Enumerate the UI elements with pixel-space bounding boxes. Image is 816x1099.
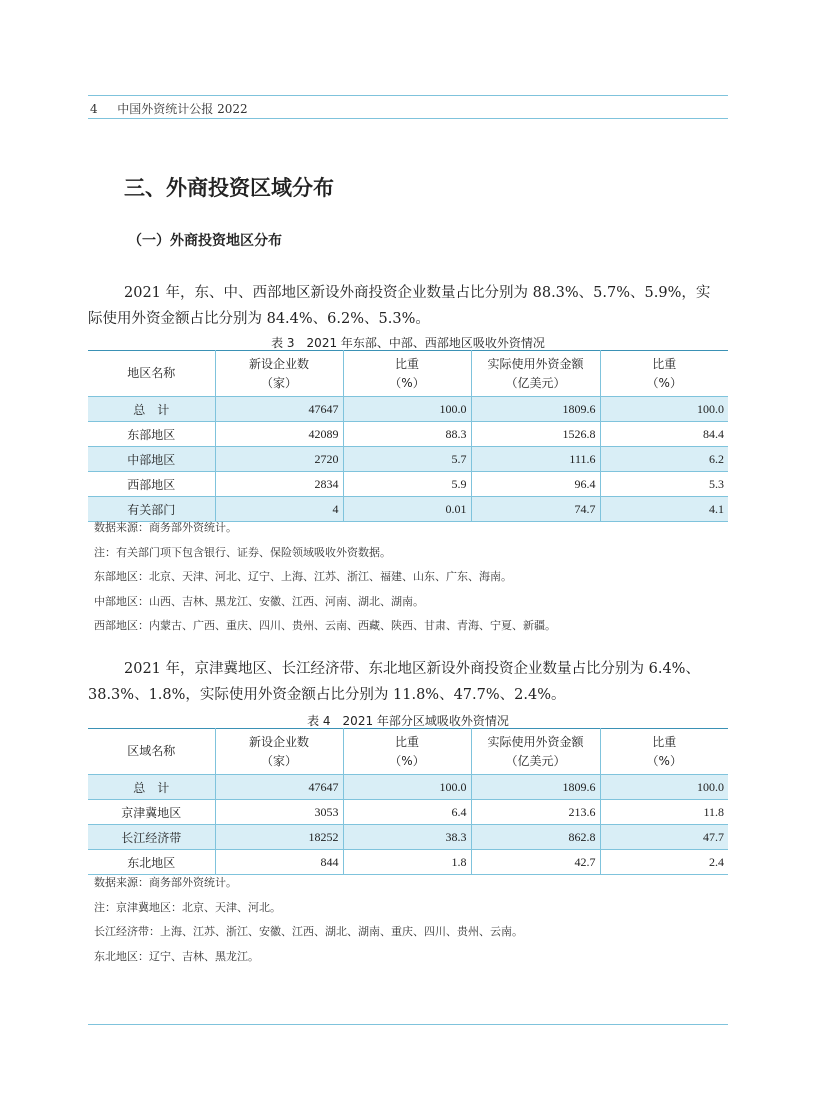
table-cell: 1809.6 bbox=[471, 775, 600, 800]
table-cell: 6.4 bbox=[343, 800, 471, 825]
section-title: 三、外商投资区域分布 bbox=[124, 176, 334, 200]
table-row bbox=[88, 800, 728, 825]
header-line: 实际使用外资金额 bbox=[487, 734, 584, 749]
header-unit: （家） bbox=[260, 753, 297, 768]
table-cell: 5.3 bbox=[600, 472, 728, 497]
column-header-new-enterprises bbox=[215, 729, 343, 775]
table-cell: 96.4 bbox=[471, 472, 600, 497]
table-row bbox=[88, 825, 728, 850]
column-header-share bbox=[600, 351, 728, 397]
table-row bbox=[88, 775, 728, 800]
column-header-share bbox=[600, 729, 728, 775]
table-cell: 84.4 bbox=[600, 422, 728, 447]
table-cell: 47647 bbox=[215, 775, 343, 800]
table-cell: 111.6 bbox=[471, 447, 600, 472]
table-cell: 100.0 bbox=[600, 775, 728, 800]
table-cell: 47647 bbox=[215, 397, 343, 422]
publication-title: 中国外资统计公报 2022 bbox=[117, 102, 248, 116]
table-cell: 西部地区 bbox=[88, 472, 215, 497]
table-cell: 88.3 bbox=[343, 422, 471, 447]
header-line: 比重 bbox=[394, 734, 419, 749]
column-header-region: 区域名称 bbox=[88, 729, 215, 775]
table-cell: 47.7 bbox=[600, 825, 728, 850]
paragraph-line: 2021 年，京津冀地区、长江经济带、东北地区新设外商投资企业数量占比分别为 6.4%、 bbox=[124, 661, 700, 677]
table-cell: 4.1 bbox=[600, 497, 728, 522]
table-header-row bbox=[88, 351, 728, 397]
table-cell: 总 计 bbox=[88, 397, 215, 422]
note-line: 注：有关部门项下包含银行、证券、保险领域吸收外资数据。 bbox=[94, 545, 391, 559]
column-header-actual-fdi bbox=[471, 351, 600, 397]
running-header bbox=[90, 100, 248, 117]
table-cell: 100.0 bbox=[343, 775, 471, 800]
table-cell: 4 bbox=[215, 497, 343, 522]
note-line: 长江经济带：上海、江苏、浙江、安徽、江西、湖北、湖南、重庆、四川、贵州、云南。 bbox=[94, 925, 523, 938]
table-3-notes bbox=[94, 516, 556, 639]
column-header-share bbox=[343, 351, 471, 397]
table-3 bbox=[88, 350, 728, 522]
column-header-actual-fdi bbox=[471, 729, 600, 775]
table-row bbox=[88, 422, 728, 447]
column-header-share bbox=[343, 729, 471, 775]
paragraph-line: 际使用外资金额占比分别为 84.4%、6.2%、5.3%。 bbox=[88, 311, 430, 327]
table-cell: 东部地区 bbox=[88, 422, 215, 447]
table-cell: 1809.6 bbox=[471, 397, 600, 422]
table-cell: 2834 bbox=[215, 472, 343, 497]
table-cell: 42089 bbox=[215, 422, 343, 447]
page-number: 4 bbox=[90, 102, 98, 116]
table-cell: 东北地区 bbox=[88, 850, 215, 875]
table-cell: 1.8 bbox=[343, 850, 471, 875]
note-line: 东部地区：北京、天津、河北、辽宁、上海、江苏、浙江、福建、山东、广东、海南。 bbox=[94, 570, 512, 583]
note-line: 东北地区：辽宁、吉林、黑龙江。 bbox=[94, 949, 259, 963]
header-unit: （%） bbox=[389, 375, 425, 390]
subsection-title: （一）外商投资地区分布 bbox=[128, 233, 282, 249]
table-cell: 长江经济带 bbox=[88, 825, 215, 850]
header-unit: （%） bbox=[646, 753, 682, 768]
table-cell: 213.6 bbox=[471, 800, 600, 825]
paragraph-2 bbox=[88, 656, 728, 708]
table-row bbox=[88, 472, 728, 497]
table-cell: 京津冀地区 bbox=[88, 800, 215, 825]
paragraph-1 bbox=[88, 280, 728, 332]
paragraph-line: 2021 年，东、中、西部地区新设外商投资企业数量占比分别为 88.3%、5.7%、5.9%，实 bbox=[124, 285, 711, 301]
header-line: 比重 bbox=[652, 734, 677, 749]
header-line: 新设企业数 bbox=[248, 356, 309, 371]
header-bottom-rule bbox=[88, 118, 728, 119]
header-unit: （家） bbox=[260, 375, 297, 390]
table-cell: 3053 bbox=[215, 800, 343, 825]
table-row bbox=[88, 447, 728, 472]
table-cell: 0.01 bbox=[343, 497, 471, 522]
header-line: 比重 bbox=[652, 356, 677, 371]
table-cell: 有关部门 bbox=[88, 497, 215, 522]
table-row bbox=[88, 397, 728, 422]
table-cell: 6.2 bbox=[600, 447, 728, 472]
note-line: 数据来源：商务部外资统计。 bbox=[94, 521, 237, 534]
table-cell: 100.0 bbox=[343, 397, 471, 422]
table-cell: 总 计 bbox=[88, 775, 215, 800]
column-header-new-enterprises bbox=[215, 351, 343, 397]
header-unit: （%） bbox=[646, 375, 682, 390]
table-cell: 中部地区 bbox=[88, 447, 215, 472]
table-cell: 38.3 bbox=[343, 825, 471, 850]
table-4 bbox=[88, 728, 728, 875]
table-cell: 18252 bbox=[215, 825, 343, 850]
footer-rule bbox=[88, 1024, 728, 1025]
table-cell: 862.8 bbox=[471, 825, 600, 850]
table-4-notes bbox=[94, 871, 523, 969]
header-unit: （亿美元） bbox=[505, 375, 566, 390]
table-cell: 74.7 bbox=[471, 497, 600, 522]
header-line: 比重 bbox=[394, 356, 419, 371]
header-unit: （亿美元） bbox=[505, 753, 566, 768]
table-header-row bbox=[88, 729, 728, 775]
table-4-caption: 表 4 2021 年部分区域吸收外资情况 bbox=[307, 714, 509, 728]
table-cell: 2.4 bbox=[600, 850, 728, 875]
table-3-caption: 表 3 2021 年东部、中部、西部地区吸收外资情况 bbox=[271, 336, 545, 350]
header-line: 新设企业数 bbox=[248, 734, 309, 749]
table-cell: 11.8 bbox=[600, 800, 728, 825]
table-cell: 5.9 bbox=[343, 472, 471, 497]
header-line: 实际使用外资金额 bbox=[487, 356, 584, 371]
table-cell: 844 bbox=[215, 850, 343, 875]
note-line: 注：京津冀地区：北京、天津、河北。 bbox=[94, 900, 281, 914]
column-header-region: 地区名称 bbox=[88, 351, 215, 397]
note-line: 西部地区：内蒙古、广西、重庆、四川、贵州、云南、西藏、陕西、甘肃、青海、宁夏、新疆。 bbox=[94, 619, 556, 632]
table-cell: 100.0 bbox=[600, 397, 728, 422]
note-line: 中部地区：山西、吉林、黑龙江、安徽、江西、河南、湖北、湖南。 bbox=[94, 594, 424, 608]
table-cell: 1526.8 bbox=[471, 422, 600, 447]
note-line: 数据来源：商务部外资统计。 bbox=[94, 876, 237, 889]
table-cell: 5.7 bbox=[343, 447, 471, 472]
table-cell: 2720 bbox=[215, 447, 343, 472]
table-cell: 42.7 bbox=[471, 850, 600, 875]
header-unit: （%） bbox=[389, 753, 425, 768]
header-top-rule bbox=[88, 95, 728, 96]
paragraph-line: 38.3%、1.8%，实际使用外资金额占比分别为 11.8%、47.7%、2.4%。 bbox=[88, 687, 566, 703]
